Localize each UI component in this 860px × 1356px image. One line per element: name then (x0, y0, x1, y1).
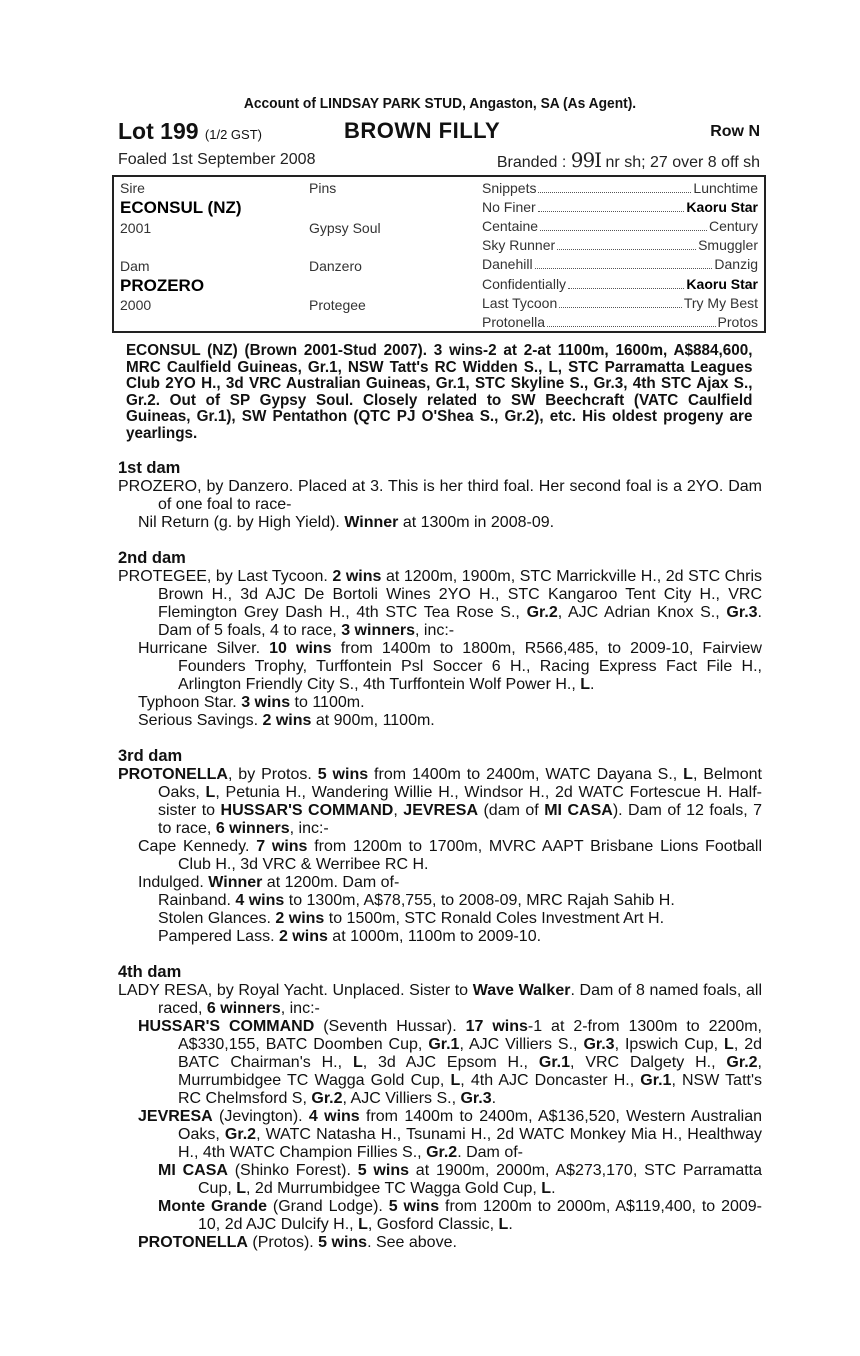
sire-summary: ECONSUL (NZ) (Brown 2001-Stud 2007). 3 wins-2 at 2-at 1100m, 1600m, A$884,600, MRC Caulfield Guineas, Gr.1, NSW Tatt's RC Widden S., L, STC Parramatta Leagues Club 2YO H., 3d VRC Australian Guineas, Gr.1, STC Skyline S., Gr.3, 4th STC Ajax S., Gr.2. Out of SP Gypsy Soul. Closely related to SW Beechcraft (VATC Caulfield Guineas, Gr.1), SW Pentathon (QTC PJ O'Shea S., Gr.2), etc. His oldest progeny are yearlings. (126, 342, 753, 442)
section-heading: 3rd dam (118, 747, 183, 765)
entry-text: . Dam of 5 foals, 4 to race, (158, 604, 762, 639)
progeny-entry (118, 874, 762, 892)
entry-bold: L (358, 1216, 368, 1233)
progeny-entry (118, 640, 762, 694)
entry-text: , AJC Adrian Knox S., (557, 604, 727, 621)
brand-details (497, 149, 760, 174)
entry-bold: 2 wins (262, 712, 312, 729)
entry-bold: L (683, 766, 693, 783)
entry-text: at 1900m, 2000m, A$273,170, STC Parramatta Cup, (198, 1162, 763, 1197)
gst-note: (1/2 GST) (204, 127, 262, 142)
entry-bold: JEVRESA (403, 802, 478, 819)
entry-text: (Jevington). (212, 1108, 309, 1125)
entry-bold: Monte Grande (158, 1198, 268, 1215)
entry-bold: 6 winners (206, 1000, 281, 1017)
dam-paragraph (118, 568, 762, 640)
lot-number (118, 117, 262, 149)
entry-text: , 2d BATC Chairman's H., (178, 1036, 763, 1071)
entry-bold: 17 wins (465, 1018, 528, 1035)
lot-header (118, 117, 762, 147)
dam-year: 2000 (120, 297, 152, 313)
entry-text: . (590, 676, 595, 693)
entry-text: to 1300m, A$78,755, to 2008-09, MRC Rajah Sahib H. (284, 892, 675, 909)
gg-entry (482, 313, 758, 332)
entry-text: PROTEGEE, by Last Tycoon. (118, 568, 333, 585)
gg-sire: Lunchtime (693, 180, 758, 196)
branded-label: Branded : (496, 154, 567, 171)
gg-sire: Protos (717, 314, 758, 330)
dot-leader (540, 217, 707, 231)
entry-bold: MI CASA (544, 802, 613, 819)
gg-name: Centaine (482, 218, 539, 234)
entry-text: at 1200m. Dam of- (262, 874, 400, 891)
dam-sire: Danzero (309, 258, 362, 274)
entry-bold: 10 wins (269, 640, 332, 657)
entry-text: Hurricane Silver. (138, 640, 270, 657)
entry-text: to 1500m, STC Ronald Coles Investment Art H. (324, 910, 665, 927)
progeny-entry (118, 514, 762, 532)
entry-text: from 1400m to 1800m, R566,485, to 2009-10, Fairview Founders Trophy, Turffontein Psl Soccer 6 H., Racing Express Fact File H., Arlington Friendly City S., 4th Turffontein Wolf Power H., (178, 640, 762, 693)
entry-text: (Grand Lodge). (267, 1198, 389, 1215)
entry-bold: 2 wins (275, 910, 325, 927)
gg-name: Sky Runner (482, 237, 556, 253)
catalogue-page (118, 95, 762, 1252)
entry-text: (Seventh Hussar). (314, 1018, 466, 1035)
entry-bold: Gr.2 (526, 604, 558, 621)
entry-bold: 3 wins (241, 694, 291, 711)
gg-sire: Try My Best (683, 295, 758, 311)
gg-entry (482, 217, 758, 236)
entry-text: . Dam of 8 named foals, all raced, (158, 982, 763, 1017)
gg-sire: Kaoru Star (686, 199, 758, 215)
progeny-entry (118, 910, 762, 928)
entry-bold: Gr.3 (726, 604, 758, 621)
gg-sire: Smuggler (698, 237, 758, 253)
entry-bold: 7 wins (256, 838, 308, 855)
entry-bold: 5 wins (388, 1198, 440, 1215)
entry-bold: Winner (208, 874, 263, 891)
entry-bold: JEVRESA (138, 1108, 213, 1125)
entry-text: , Petunia H., Wandering Willie H., Windsor H., 2d WATC Fortescue H. Half-sister to (158, 784, 763, 819)
entry-text: from 1400m to 2400m, WATC Dayana S., (368, 766, 684, 783)
gg-entry (482, 275, 758, 294)
dam-name: PROZERO (120, 276, 205, 295)
entry-bold: 4 wins (235, 892, 285, 909)
progeny-entry (118, 838, 762, 874)
dot-leader (557, 236, 696, 250)
entry-text: , 2d Murrumbidgee TC Wagga Gold Cup, (246, 1180, 542, 1197)
dot-leader (559, 294, 682, 308)
brand-mark: 99I (570, 148, 602, 172)
progeny-entry (118, 1018, 762, 1108)
foaled-date: Foaled 1st September 2008 (118, 151, 316, 168)
dot-leader (547, 313, 715, 327)
section-heading: 4th dam (118, 963, 182, 981)
gg-sire: Danzig (714, 256, 758, 272)
entry-text: at 1300m in 2008-09. (398, 514, 555, 531)
entry-text: , (393, 802, 404, 819)
horse-description: BROWN FILLY (344, 118, 501, 143)
progeny-entry (118, 928, 762, 946)
entry-text: , VRC Dalgety H., (570, 1054, 727, 1071)
entry-text: . (508, 1216, 513, 1233)
dam-paragraph: PROZERO, by Danzero. Placed at 3. This is her third foal. Her second foal is a 2YO. Dam of one foal to race- (118, 478, 762, 513)
entry-bold: PROTONELLA (118, 766, 228, 783)
entry-bold: L (205, 784, 216, 801)
entry-bold: Gr.2 (426, 1144, 458, 1161)
third-dam-section (118, 747, 762, 946)
gg-entry (482, 179, 758, 198)
dam-label: Dam (120, 258, 150, 274)
entry-text: LADY RESA, by Royal Yacht. Unplaced. Sister to (118, 982, 473, 999)
entry-text: , AJC Villiers S., (342, 1090, 461, 1107)
entry-text: from 1200m to 2000m, A$119,400, to 2009-10, 2d AJC Dulcify H., (198, 1198, 763, 1233)
entry-text: Indulged. (138, 874, 209, 891)
dot-leader (535, 255, 713, 269)
dot-leader (538, 179, 691, 193)
entry-text: from 1200m to 1700m, MVRC AAPT Brisbane Lions Football Club H., 3d VRC & Werribee RC H. (178, 838, 763, 873)
dam-paragraph (118, 766, 762, 838)
progeny-entry (118, 694, 762, 712)
entry-text: -1 at 2-from 1300m to 2200m, A$330,155, BATC Doomben Cup, (178, 1018, 762, 1053)
entry-bold: Gr.3 (460, 1090, 492, 1107)
dot-leader (568, 275, 684, 289)
entry-text: , Ipswich Cup, (614, 1036, 725, 1053)
entry-bold: L (450, 1072, 461, 1089)
entry-bold: Wave Walker (472, 982, 571, 999)
entry-text: ). Dam of 12 foals, 7 to race, (158, 802, 763, 837)
gg-entry (482, 294, 758, 313)
entry-bold: 2 wins (278, 928, 328, 945)
entry-bold: 4 wins (308, 1108, 360, 1125)
gg-name: Snippets (482, 180, 537, 196)
entry-text: , 4th AJC Doncaster H., (460, 1072, 641, 1089)
entry-text: Pampered Lass. (158, 928, 279, 945)
progeny-entry (118, 712, 762, 730)
entry-bold: 6 winners (215, 820, 290, 837)
progeny-entry (118, 1198, 762, 1234)
progeny-entry (118, 1234, 762, 1252)
entry-bold: L (724, 1036, 734, 1053)
entry-text: , 3d AJC Epsom H., (362, 1054, 539, 1071)
entry-text: , AJC Villiers S., (459, 1036, 584, 1053)
entry-text: , WATC Natasha H., Tsunami H., 2d WATC Monkey Mia H., Healthway H., 4th WATC Champion Fillies S., (178, 1126, 763, 1161)
gg-name: Danehill (482, 256, 533, 272)
entry-text: at 900m, 1100m. (311, 712, 435, 729)
section-heading: 2nd dam (118, 549, 186, 567)
entry-bold: L (541, 1180, 552, 1197)
sire-sire: Pins (309, 180, 337, 196)
entry-bold: Gr.1 (428, 1036, 460, 1053)
dam-paragraph (118, 982, 762, 1018)
entry-text: . (551, 1180, 556, 1197)
entry-bold: L (580, 676, 591, 693)
entry-bold: PROTONELLA (138, 1234, 248, 1251)
section-heading: 1st dam (118, 459, 181, 477)
entry-bold: L (498, 1216, 509, 1233)
entry-text: from 1400m to 2400m, A$136,520, Western Australian Oaks, (178, 1108, 763, 1143)
brand-positions: nr sh; 27 over 8 off sh (605, 154, 760, 171)
progeny-entry (118, 892, 762, 910)
gg-name: No Finer (482, 199, 536, 215)
gg-name: Protonella (482, 314, 546, 330)
entry-text: . See above. (367, 1234, 457, 1251)
gg-entry (482, 236, 758, 255)
sire-year: 2001 (120, 220, 152, 236)
gg-sire: Kaoru Star (686, 276, 758, 292)
entry-text: Stolen Glances. (158, 910, 276, 927)
entry-bold: Winner (344, 514, 399, 531)
entry-bold: MI CASA (158, 1162, 228, 1179)
entry-text: Nil Return (g. by High Yield). (138, 514, 345, 531)
progeny-entry (118, 1108, 762, 1162)
stable-row: Row N (710, 123, 760, 140)
entry-text: to 1100m. (290, 694, 365, 711)
entry-bold: Gr.3 (583, 1036, 615, 1053)
entry-bold: HUSSAR'S COMMAND (138, 1018, 315, 1035)
first-dam-section (118, 459, 762, 532)
gg-sire: Century (708, 218, 758, 234)
foaling-details (118, 149, 762, 175)
entry-bold: 5 wins (317, 766, 369, 783)
entry-bold: Gr.1 (538, 1054, 571, 1071)
entry-text: , inc:- (289, 820, 329, 837)
pedigree-box (112, 175, 766, 333)
entry-bold: Gr.2 (726, 1054, 758, 1071)
entry-text: Typhoon Star. (138, 694, 242, 711)
entry-text: , by Protos. (227, 766, 318, 783)
entry-text: , NSW Tatt's RC Chelmsford S, (178, 1072, 763, 1107)
entry-text: (Shinko Forest). (227, 1162, 358, 1179)
entry-bold: 5 wins (357, 1162, 409, 1179)
gg-name: Confidentially (482, 276, 567, 292)
entry-text: at 1200m, 1900m, STC Marrickville H., 2d STC Chris Brown H., 3d AJC De Bortoli Wines 2YO H., STC Kangaroo Tent City H., VRC Flemington Grey Dash H., 4th STC Tea Rose S., (158, 568, 763, 621)
entry-bold: L (236, 1180, 247, 1197)
dam-dam: Protegee (309, 297, 366, 313)
progeny-entry (118, 1162, 762, 1198)
sire-label: Sire (120, 180, 145, 196)
entry-bold: Gr.2 (224, 1126, 257, 1143)
entry-text: , inc:- (280, 1000, 320, 1017)
second-dam-section (118, 549, 762, 730)
entry-bold: Gr.2 (311, 1090, 343, 1107)
entry-bold: Gr.1 (640, 1072, 672, 1089)
gg-name: Last Tycoon (482, 295, 558, 311)
sire-dam: Gypsy Soul (309, 220, 381, 236)
entry-bold: 5 wins (318, 1234, 368, 1251)
entry-bold: L (352, 1054, 363, 1071)
entry-text: , inc:- (415, 622, 455, 639)
entry-text: . Dam of- (457, 1144, 523, 1161)
entry-text: Rainband. (158, 892, 236, 909)
entry-bold: HUSSAR'S COMMAND (220, 802, 394, 819)
vendor-account: Account of LINDSAY PARK STUD, Angaston, SA (As Agent). (243, 95, 637, 112)
lot-label: Lot 199 (118, 118, 199, 144)
entry-bold: 2 wins (332, 568, 382, 585)
dot-leader (538, 198, 685, 212)
entry-bold: 3 winners (341, 622, 416, 639)
entry-text: Serious Savings. (138, 712, 263, 729)
gg-entry (482, 198, 758, 217)
entry-text: Cape Kennedy. (138, 838, 257, 855)
entry-text: , Belmont Oaks, (158, 766, 762, 801)
gg-entry (482, 255, 758, 274)
fourth-dam-section (118, 963, 762, 1252)
entry-text: (Protos). (247, 1234, 319, 1251)
sire-name: ECONSUL (NZ) (120, 198, 242, 217)
entry-text: , Gosford Classic, (367, 1216, 499, 1233)
entry-text: (dam of (478, 802, 545, 819)
entry-text: at 1000m, 1100m to 2009-10. (327, 928, 542, 945)
entry-text: . (491, 1090, 497, 1107)
entry-text: , Murrumbidgee TC Wagga Gold Cup, (178, 1054, 762, 1089)
